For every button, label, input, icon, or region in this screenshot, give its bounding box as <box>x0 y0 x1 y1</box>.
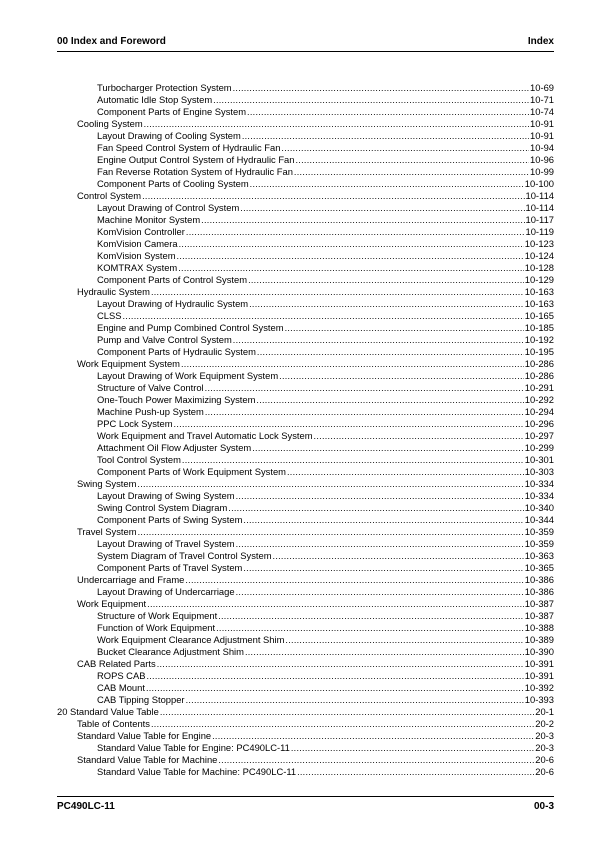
toc-entry-page: 10-390 <box>524 646 554 657</box>
toc-entry[interactable] <box>57 706 554 718</box>
header-index-label: Index <box>527 36 554 47</box>
toc-entry-page: 10-299 <box>524 442 554 453</box>
toc-entry[interactable] <box>57 514 554 526</box>
toc-leader-dots <box>236 538 524 550</box>
toc-entry-page: 10-389 <box>524 634 554 645</box>
toc-entry-title: Control System <box>77 190 142 201</box>
toc-entry-title: One-Touch Power Maximizing System <box>97 394 256 405</box>
toc-entry-title: Machine Monitor System <box>97 214 201 225</box>
toc-leader-dots <box>257 346 524 358</box>
toc-entry[interactable] <box>57 766 554 778</box>
toc-entry-page: 10-296 <box>524 418 554 429</box>
toc-entry-page: 10-334 <box>524 478 554 489</box>
toc-entry-page: 10-74 <box>530 106 554 117</box>
toc-entry-page: 20-3 <box>535 742 554 753</box>
toc-entry-page: 10-340 <box>524 502 554 513</box>
toc-entry-page: 20-2 <box>535 718 554 729</box>
toc-entry-title: Layout Drawing of Control System <box>97 202 240 213</box>
toc-leader-dots <box>249 298 524 310</box>
toc-entry[interactable] <box>57 190 554 202</box>
toc-entry[interactable] <box>57 334 554 346</box>
toc-entry-title: Standard Value Table for Engine <box>77 730 212 741</box>
toc-leader-dots <box>218 754 534 766</box>
toc-entry[interactable] <box>57 346 554 358</box>
page-footer <box>57 801 554 812</box>
toc-leader-dots <box>144 118 529 130</box>
toc-leader-dots <box>243 514 523 526</box>
toc-entry-page: 10-387 <box>524 598 554 609</box>
toc-entry[interactable] <box>57 574 554 586</box>
model-number: PC490LC-11 <box>57 801 115 812</box>
toc-leader-dots <box>314 430 524 442</box>
toc-entry-title: Component Parts of Travel System <box>97 562 243 573</box>
toc-leader-dots <box>146 682 524 694</box>
toc-entry-title: Standard Value Table for Engine: PC490LC-11 <box>97 742 290 753</box>
toc-leader-dots <box>296 154 530 166</box>
toc-leader-dots <box>205 406 524 418</box>
toc-entry-page: 10-128 <box>524 262 554 273</box>
toc-leader-dots <box>291 742 534 754</box>
toc-entry[interactable] <box>57 106 554 118</box>
toc-leader-dots <box>151 286 524 298</box>
toc-leader-dots <box>151 718 534 730</box>
toc-entry-title: ROPS CAB <box>97 670 146 681</box>
toc-entry-title: KOMTRAX System <box>97 262 178 273</box>
toc-leader-dots <box>285 634 523 646</box>
toc-entry[interactable] <box>57 634 554 646</box>
toc-entry-page: 10-391 <box>524 670 554 681</box>
toc-leader-dots <box>297 766 534 778</box>
toc-leader-dots <box>213 94 529 106</box>
toc-entry[interactable] <box>57 490 554 502</box>
toc-entry-title: Table of Contents <box>77 718 150 729</box>
toc-entry[interactable] <box>57 682 554 694</box>
toc-entry-page: 10-391 <box>524 658 554 669</box>
toc-entry-page: 10-291 <box>524 382 554 393</box>
toc-entry-title: CAB Mount <box>97 682 145 693</box>
toc-entry[interactable] <box>57 154 554 166</box>
toc-entry-page: 20-6 <box>535 754 554 765</box>
toc-leader-dots <box>279 370 524 382</box>
toc-entry-title: Structure of Work Equipment <box>97 610 218 621</box>
toc-entry-title: Component Parts of Control System <box>97 274 248 285</box>
toc-entry-page: 10-114 <box>525 190 554 201</box>
toc-leader-dots <box>243 562 523 574</box>
toc-entry[interactable] <box>57 610 554 622</box>
toc-entry-page: 10-286 <box>524 358 554 369</box>
toc-entry-page: 10-359 <box>524 526 554 537</box>
toc-entry[interactable] <box>57 166 554 178</box>
toc-leader-dots <box>281 142 529 154</box>
toc-entry[interactable] <box>57 406 554 418</box>
toc-entry-page: 10-163 <box>524 298 554 309</box>
header-rule <box>57 51 554 52</box>
toc-entry-title: System Diagram of Travel Control System <box>97 550 272 561</box>
toc-entry-title: KomVision Controller <box>97 226 185 237</box>
toc-entry-page: 10-393 <box>524 694 554 705</box>
toc-entry[interactable] <box>57 298 554 310</box>
toc-entry-page: 10-303 <box>524 466 554 477</box>
toc-entry[interactable] <box>57 274 554 286</box>
toc-entry[interactable] <box>57 694 554 706</box>
toc-entry[interactable] <box>57 130 554 142</box>
toc-entry-page: 20-3 <box>535 730 554 741</box>
toc-entry[interactable] <box>57 418 554 430</box>
toc-entry-page: 10-344 <box>524 514 554 525</box>
toc-leader-dots <box>146 670 523 682</box>
section-title: 00 Index and Foreword <box>57 36 166 47</box>
toc-entry[interactable] <box>57 250 554 262</box>
toc-entry-title: Attachment Oil Flow Adjuster System <box>97 442 252 453</box>
toc-leader-dots <box>245 646 524 658</box>
toc-entry[interactable] <box>57 502 554 514</box>
page-header <box>57 36 554 47</box>
toc-entry-page: 10-91 <box>530 118 554 129</box>
toc-entry[interactable] <box>57 562 554 574</box>
toc-entry-page: 10-163 <box>524 286 554 297</box>
toc-entry-page: 10-100 <box>524 178 554 189</box>
toc-leader-dots <box>147 598 524 610</box>
toc-entry-title: Layout Drawing of Travel System <box>97 538 235 549</box>
toc-entry-title: Layout Drawing of Undercarriage <box>97 586 235 597</box>
toc-entry[interactable] <box>57 286 554 298</box>
table-of-contents <box>57 82 554 778</box>
toc-leader-dots <box>233 82 529 94</box>
toc-entry-title: Layout Drawing of Swing System <box>97 490 235 501</box>
toc-leader-dots <box>201 214 524 226</box>
toc-entry-page: 10-386 <box>524 586 554 597</box>
toc-entry-title: Work Equipment <box>77 598 147 609</box>
page-number: 00-3 <box>533 801 554 812</box>
toc-leader-dots <box>178 262 524 274</box>
toc-entry[interactable] <box>57 358 554 370</box>
toc-entry-title: Component Parts of Engine System <box>97 106 247 117</box>
toc-leader-dots <box>181 358 524 370</box>
toc-entry[interactable] <box>57 322 554 334</box>
toc-entry[interactable] <box>57 94 554 106</box>
toc-leader-dots <box>138 526 524 538</box>
toc-entry[interactable] <box>57 670 554 682</box>
toc-entry-title: Machine Push-up System <box>97 406 204 417</box>
toc-entry-title: Turbocharger Protection System <box>97 82 232 93</box>
toc-entry[interactable] <box>57 466 554 478</box>
toc-entry-title: Fan Speed Control System of Hydraulic Fan <box>97 142 281 153</box>
toc-entry[interactable] <box>57 586 554 598</box>
toc-entry[interactable] <box>57 730 554 742</box>
toc-leader-dots <box>185 574 523 586</box>
toc-entry[interactable] <box>57 718 554 730</box>
toc-entry-page: 10-185 <box>524 322 554 333</box>
toc-entry-title: Swing System <box>77 478 137 489</box>
toc-entry-page: 10-123 <box>524 238 554 249</box>
toc-entry-title: CLSS <box>97 310 122 321</box>
toc-entry-title: Layout Drawing of Hydraulic System <box>97 298 249 309</box>
toc-entry-title: Component Parts of Work Equipment System <box>97 466 286 477</box>
toc-entry[interactable] <box>57 622 554 634</box>
toc-leader-dots <box>186 226 525 238</box>
toc-entry-title: Swing Control System Diagram <box>97 502 228 513</box>
toc-entry[interactable] <box>57 754 554 766</box>
toc-entry-title: Work Equipment System <box>77 358 180 369</box>
toc-entry-title: Component Parts of Swing System <box>97 514 243 525</box>
toc-leader-dots <box>205 382 524 394</box>
toc-leader-dots <box>242 130 529 142</box>
toc-entry-page: 10-94 <box>530 142 554 153</box>
toc-entry[interactable] <box>57 118 554 130</box>
toc-leader-dots <box>137 478 523 490</box>
toc-entry-title: Travel System <box>77 526 137 537</box>
toc-leader-dots <box>247 106 529 118</box>
toc-leader-dots <box>216 622 524 634</box>
toc-entry-title: Work Equipment and Travel Automatic Lock System <box>97 430 313 441</box>
toc-entry-title: Work Equipment Clearance Adjustment Shim <box>97 634 285 645</box>
toc-entry-title: Layout Drawing of Cooling System <box>97 130 241 141</box>
toc-entry-page: 10-386 <box>524 574 554 585</box>
toc-leader-dots <box>250 178 524 190</box>
toc-leader-dots <box>182 454 524 466</box>
toc-leader-dots <box>160 706 534 718</box>
toc-entry-title: Automatic Idle Stop System <box>97 94 213 105</box>
toc-entry-page: 20-1 <box>535 706 554 717</box>
toc-entry-page: 10-387 <box>524 610 554 621</box>
toc-entry-title: PPC Lock System <box>97 418 173 429</box>
toc-leader-dots <box>240 202 524 214</box>
toc-entry[interactable] <box>57 526 554 538</box>
toc-entry-page: 10-91 <box>530 130 554 141</box>
toc-entry[interactable] <box>57 142 554 154</box>
toc-entry-title: Function of Work Equipment <box>97 622 216 633</box>
toc-leader-dots <box>142 190 524 202</box>
toc-entry[interactable] <box>57 430 554 442</box>
toc-entry-title: CAB Tipping Stopper <box>97 694 185 705</box>
toc-leader-dots <box>285 322 524 334</box>
toc-entry-title: Undercarriage and Frame <box>77 574 185 585</box>
toc-entry-title: Tool Control System <box>97 454 181 465</box>
toc-entry[interactable] <box>57 178 554 190</box>
toc-entry[interactable] <box>57 646 554 658</box>
toc-entry-page: 10-359 <box>524 538 554 549</box>
toc-entry-title: 20 Standard Value Table <box>57 706 159 717</box>
toc-entry-page: 20-6 <box>535 766 554 777</box>
toc-entry-title: Cooling System <box>77 118 143 129</box>
toc-entry[interactable] <box>57 238 554 250</box>
toc-entry-page: 10-292 <box>524 394 554 405</box>
toc-entry-page: 10-363 <box>524 550 554 561</box>
toc-entry-title: CAB Related Parts <box>77 658 156 669</box>
toc-entry[interactable] <box>57 550 554 562</box>
toc-entry-title: Standard Value Table for Machine: PC490LC-11 <box>97 766 297 777</box>
toc-entry-title: KomVision System <box>97 250 176 261</box>
toc-entry-title: Standard Value Table for Machine <box>77 754 218 765</box>
toc-entry-page: 10-388 <box>524 622 554 633</box>
toc-entry-page: 10-69 <box>530 82 554 93</box>
toc-entry-page: 10-297 <box>524 430 554 441</box>
toc-entry[interactable] <box>57 214 554 226</box>
toc-entry-page: 10-99 <box>530 166 554 177</box>
toc-entry-title: Component Parts of Hydraulic System <box>97 346 256 357</box>
toc-entry[interactable] <box>57 394 554 406</box>
toc-entry-title: Pump and Valve Control System <box>97 334 232 345</box>
toc-entry-title: Component Parts of Cooling System <box>97 178 249 189</box>
toc-entry[interactable] <box>57 658 554 670</box>
toc-entry-page: 10-114 <box>525 202 554 213</box>
toc-entry-page: 10-192 <box>524 334 554 345</box>
toc-entry-page: 10-294 <box>524 406 554 417</box>
toc-entry[interactable] <box>57 262 554 274</box>
toc-entry-title: Fan Reverse Rotation System of Hydraulic Fan <box>97 166 293 177</box>
toc-entry-title: Layout Drawing of Work Equipment System <box>97 370 279 381</box>
toc-entry[interactable] <box>57 82 554 94</box>
toc-entry[interactable] <box>57 598 554 610</box>
toc-entry[interactable] <box>57 382 554 394</box>
toc-entry-page: 10-334 <box>524 490 554 501</box>
toc-entry[interactable] <box>57 478 554 490</box>
toc-leader-dots <box>228 502 524 514</box>
toc-entry-title: Engine and Pump Combined Control System <box>97 322 284 333</box>
toc-leader-dots <box>236 586 524 598</box>
toc-entry-page: 10-286 <box>524 370 554 381</box>
toc-leader-dots <box>287 466 524 478</box>
toc-entry[interactable] <box>57 202 554 214</box>
toc-entry-page: 10-365 <box>524 562 554 573</box>
toc-leader-dots <box>212 730 534 742</box>
toc-entry[interactable] <box>57 442 554 454</box>
toc-entry-title: Structure of Valve Control <box>97 382 204 393</box>
toc-entry-page: 10-119 <box>525 226 554 237</box>
toc-entry[interactable] <box>57 310 554 322</box>
toc-entry-page: 10-117 <box>525 214 554 225</box>
toc-entry-page: 10-195 <box>524 346 554 357</box>
toc-leader-dots <box>236 490 524 502</box>
toc-leader-dots <box>179 238 524 250</box>
footer-rule <box>57 796 554 797</box>
toc-leader-dots <box>174 418 524 430</box>
toc-entry-title: KomVision Camera <box>97 238 178 249</box>
toc-leader-dots <box>157 658 524 670</box>
toc-entry[interactable] <box>57 454 554 466</box>
toc-entry[interactable] <box>57 742 554 754</box>
toc-leader-dots <box>177 250 524 262</box>
toc-entry-title: Engine Output Control System of Hydraulic Fan <box>97 154 295 165</box>
toc-entry-page: 10-71 <box>530 94 554 105</box>
toc-leader-dots <box>256 394 523 406</box>
toc-leader-dots <box>218 610 524 622</box>
toc-leader-dots <box>186 694 524 706</box>
toc-entry-page: 10-129 <box>524 274 554 285</box>
toc-entry-title: Hydraulic System <box>77 286 150 297</box>
toc-leader-dots <box>233 334 524 346</box>
toc-entry[interactable] <box>57 370 554 382</box>
toc-leader-dots <box>248 274 524 286</box>
toc-entry-page: 10-96 <box>530 154 554 165</box>
toc-leader-dots <box>252 442 524 454</box>
toc-entry[interactable] <box>57 226 554 238</box>
toc-leader-dots <box>294 166 529 178</box>
toc-entry-page: 10-301 <box>524 454 554 465</box>
toc-entry-page: 10-392 <box>524 682 554 693</box>
toc-leader-dots <box>123 310 524 322</box>
toc-entry[interactable] <box>57 538 554 550</box>
toc-entry-page: 10-165 <box>524 310 554 321</box>
toc-entry-title: Bucket Clearance Adjustment Shim <box>97 646 244 657</box>
toc-leader-dots <box>273 550 524 562</box>
toc-entry-page: 10-124 <box>524 250 554 261</box>
